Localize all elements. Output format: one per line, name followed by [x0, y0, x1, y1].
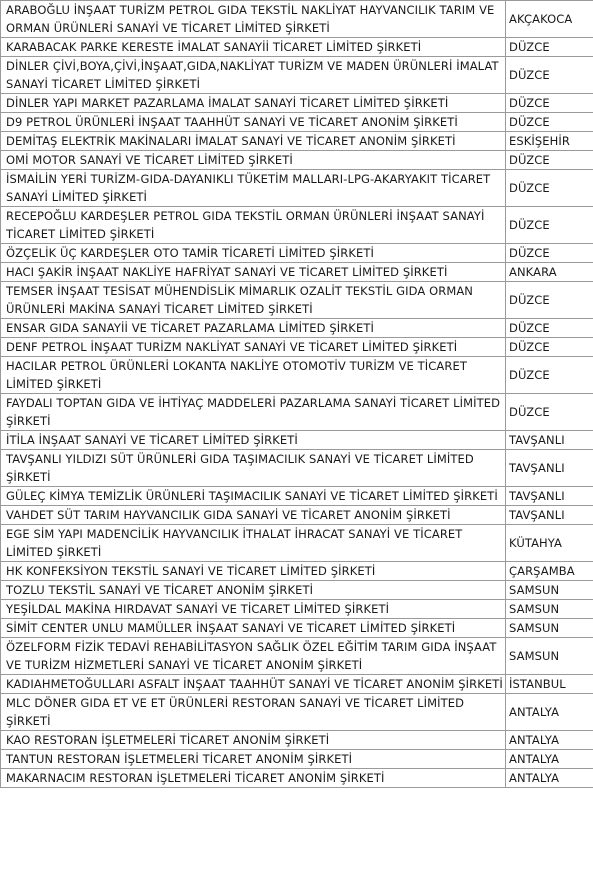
company-name-cell: TEMSER İNŞAAT TESİSAT MÜHENDİSLİK MİMARLIK OZALİT TEKSTİL GIDA ORMAN ÜRÜNLERİ MAKİNA SANAYİ TİCARET LİMİTED ŞİRKETİ	[1, 282, 506, 319]
table-row	[1, 263, 593, 282]
table-row	[1, 638, 593, 675]
table-row	[1, 357, 593, 394]
city-cell: TAVŞANLI	[506, 506, 593, 525]
city-cell: ESKİŞEHİR	[506, 132, 593, 151]
city-cell: ANTALYA	[506, 731, 593, 750]
company-name-cell: ÖZELFORM FİZİK TEDAVİ REHABİLİTASYON SAĞLIK ÖZEL EĞİTİM TARIM GIDA İNŞAAT VE TURİZM HİZMETLERİ SANAYİ VE TİCARET ANONİM ŞİRKETİ	[1, 638, 506, 675]
table-row	[1, 450, 593, 487]
company-name-cell: GÜLEÇ KİMYA TEMİZLİK ÜRÜNLERİ TAŞIMACILIK SANAYİ VE TİCARET LİMİTED ŞİRKETİ	[1, 487, 506, 506]
company-name-cell: KAO RESTORAN İŞLETMELERİ TİCARET ANONİM ŞİRKETİ	[1, 731, 506, 750]
city-cell: DÜZCE	[506, 394, 593, 431]
city-cell: ANTALYA	[506, 750, 593, 769]
company-name-cell: KARABACAK PARKE KERESTE İMALAT SANAYİİ TİCARET LİMİTED ŞİRKETİ	[1, 38, 506, 57]
table-row	[1, 525, 593, 562]
table-row	[1, 1, 593, 38]
company-name-cell: KADIAHMETOĞULLARI ASFALT İNŞAAT TAAHHÜT SANAYİ VE TİCARET ANONİM ŞİRKETİ	[1, 675, 506, 694]
table-row	[1, 581, 593, 600]
company-name-cell: İSMAİLİN YERİ TURİZM-GIDA-DAYANIKLI TÜKETİM MALLARI-LPG-AKARYAKIT TİCARET SANAYİ LİMİTED ŞİRKETİ	[1, 170, 506, 207]
company-name-cell: TAVŞANLI YILDIZI SÜT ÜRÜNLERİ GIDA TAŞIMACILIK SANAYİ VE TİCARET LİMİTED ŞİRKETİ	[1, 450, 506, 487]
city-cell: ANTALYA	[506, 769, 593, 788]
city-cell: KÜTAHYA	[506, 525, 593, 562]
table-row	[1, 132, 593, 151]
city-cell: DÜZCE	[506, 338, 593, 357]
company-name-cell: İTİLA İNŞAAT SANAYİ VE TİCARET LİMİTED ŞİRKETİ	[1, 431, 506, 450]
city-cell: DÜZCE	[506, 282, 593, 319]
city-cell: DÜZCE	[506, 94, 593, 113]
company-name-cell: DEMİTAŞ ELEKTRİK MAKİNALARI İMALAT SANAYİ VE TİCARET ANONİM ŞİRKETİ	[1, 132, 506, 151]
city-cell: DÜZCE	[506, 151, 593, 170]
company-name-cell: MLC DÖNER GIDA ET VE ET ÜRÜNLERİ RESTORAN SANAYİ VE TİCARET LİMİTED ŞİRKETİ	[1, 694, 506, 731]
table-row	[1, 675, 593, 694]
company-name-cell: TOZLU TEKSTİL SANAYİ VE TİCARET ANONİM ŞİRKETİ	[1, 581, 506, 600]
table-row	[1, 94, 593, 113]
table-row	[1, 319, 593, 338]
company-name-cell: RECEPOĞLU KARDEŞLER PETROL GIDA TEKSTİL ORMAN ÜRÜNLERİ İNŞAAT SANAYİ TİCARET LİMİTED ŞİRKETİ	[1, 207, 506, 244]
table-row	[1, 562, 593, 581]
city-cell: İSTANBUL	[506, 675, 593, 694]
table-row	[1, 282, 593, 319]
company-name-cell: MAKARNACIM RESTORAN İŞLETMELERİ TİCARET ANONİM ŞİRKETİ	[1, 769, 506, 788]
city-cell: DÜZCE	[506, 57, 593, 94]
table-row	[1, 170, 593, 207]
table-row	[1, 487, 593, 506]
city-cell: TAVŞANLI	[506, 487, 593, 506]
city-cell: ANTALYA	[506, 694, 593, 731]
table-row	[1, 731, 593, 750]
company-name-cell: ARABOĞLU İNŞAAT TURİZM PETROL GIDA TEKSTİL NAKLİYAT HAYVANCILIK TARIM VE ORMAN ÜRÜNLERİ SANAYİ VE TİCARET LİMİTED ŞİRKETİ	[1, 1, 506, 38]
city-cell: DÜZCE	[506, 113, 593, 132]
city-cell: ANKARA	[506, 263, 593, 282]
city-cell: DÜZCE	[506, 244, 593, 263]
city-cell: DÜZCE	[506, 319, 593, 338]
table-row	[1, 619, 593, 638]
table-row	[1, 506, 593, 525]
company-table-body	[1, 1, 593, 788]
city-cell: DÜZCE	[506, 170, 593, 207]
table-row	[1, 38, 593, 57]
company-name-cell: FAYDALI TOPTAN GIDA VE İHTİYAÇ MADDELERİ PAZARLAMA SANAYİ TİCARET LİMİTED ŞİRKETİ	[1, 394, 506, 431]
company-name-cell: SİMİT CENTER UNLU MAMÜLLER İNŞAAT SANAYİ VE TİCARET LİMİTED ŞİRKETİ	[1, 619, 506, 638]
company-name-cell: OMİ MOTOR SANAYİ VE TİCARET LİMİTED ŞİRKETİ	[1, 151, 506, 170]
table-row	[1, 600, 593, 619]
table-row	[1, 694, 593, 731]
city-cell: SAMSUN	[506, 619, 593, 638]
company-name-cell: YEŞİLDAL MAKİNA HIRDAVAT SANAYİ VE TİCARET LİMİTED ŞİRKETİ	[1, 600, 506, 619]
city-cell: SAMSUN	[506, 600, 593, 619]
table-row	[1, 338, 593, 357]
company-name-cell: VAHDET SÜT TARIM HAYVANCILIK GIDA SANAYİ VE TİCARET ANONİM ŞİRKETİ	[1, 506, 506, 525]
city-cell: DÜZCE	[506, 207, 593, 244]
table-row	[1, 151, 593, 170]
city-cell: DÜZCE	[506, 38, 593, 57]
company-name-cell: ÖZÇELİK ÜÇ KARDEŞLER OTO TAMİR TİCARETİ LİMİTED ŞİRKETİ	[1, 244, 506, 263]
city-cell: ÇARŞAMBA	[506, 562, 593, 581]
company-name-cell: ENSAR GIDA SANAYİİ VE TİCARET PAZARLAMA LİMİTED ŞİRKETİ	[1, 319, 506, 338]
table-row	[1, 750, 593, 769]
company-name-cell: HACILAR PETROL ÜRÜNLERİ LOKANTA NAKLİYE OTOMOTİV TURİZM VE TİCARET LİMİTED ŞİRKETİ	[1, 357, 506, 394]
table-row	[1, 394, 593, 431]
table-row	[1, 244, 593, 263]
city-cell: TAVŞANLI	[506, 431, 593, 450]
company-name-cell: DENF PETROL İNŞAAT TURİZM NAKLİYAT SANAYİ VE TİCARET LİMİTED ŞİRKETİ	[1, 338, 506, 357]
table-row	[1, 769, 593, 788]
city-cell: SAMSUN	[506, 581, 593, 600]
company-name-cell: HK KONFEKSİYON TEKSTİL SANAYİ VE TİCARET LİMİTED ŞİRKETİ	[1, 562, 506, 581]
company-name-cell: D9 PETROL ÜRÜNLERİ İNŞAAT TAAHHÜT SANAYİ VE TİCARET ANONİM ŞİRKETİ	[1, 113, 506, 132]
table-row	[1, 431, 593, 450]
company-name-cell: DİNLER ÇİVİ,BOYA,ÇİVİ,İNŞAAT,GIDA,NAKLİYAT TURİZM VE MADEN ÜRÜNLERİ İMALAT SANAYİ TİCARET LİMİTED ŞİRKETİ	[1, 57, 506, 94]
city-cell: DÜZCE	[506, 357, 593, 394]
company-name-cell: HACI ŞAKİR İNŞAAT NAKLİYE HAFRİYAT SANAYİ VE TİCARET LİMİTED ŞİRKETİ	[1, 263, 506, 282]
company-name-cell: TANTUN RESTORAN İŞLETMELERİ TİCARET ANONİM ŞİRKETİ	[1, 750, 506, 769]
company-name-cell: EGE SİM YAPI MADENCİLİK HAYVANCILIK İTHALAT İHRACAT SANAYİ VE TİCARET LİMİTED ŞİRKETİ	[1, 525, 506, 562]
city-cell: AKÇAKOCA	[506, 1, 593, 38]
table-row	[1, 57, 593, 94]
city-cell: TAVŞANLI	[506, 450, 593, 487]
city-cell: SAMSUN	[506, 638, 593, 675]
table-row	[1, 113, 593, 132]
table-row	[1, 207, 593, 244]
company-name-cell: DİNLER YAPI MARKET PAZARLAMA İMALAT SANAYİ TİCARET LİMİTED ŞİRKETİ	[1, 94, 506, 113]
